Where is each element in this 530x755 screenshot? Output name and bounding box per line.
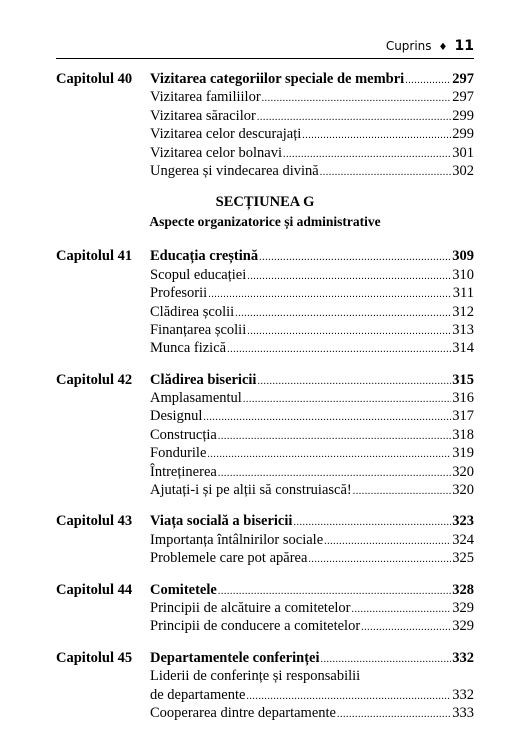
entry-title: Vizitarea săracilor	[150, 107, 256, 124]
entry-page: 313	[452, 321, 474, 338]
toc-entry-row	[56, 481, 474, 499]
toc-entry-row	[56, 389, 474, 407]
chapter-label: Capitolul 40	[56, 71, 133, 87]
toc-entry-row	[56, 599, 474, 617]
entry-title: Principii de conducere a comitetelor	[150, 618, 361, 635]
toc-entry-row	[56, 704, 474, 722]
dot-leader	[243, 391, 451, 409]
page-number: 11	[454, 38, 474, 54]
chapter-title: Educația creștină	[150, 248, 259, 265]
dot-leader	[337, 706, 451, 724]
chapter-label: Capitolul 42	[56, 371, 133, 388]
entry-title-continuation: de departamente	[150, 686, 246, 703]
entry-page: 297	[452, 89, 474, 106]
entry-page: 310	[452, 266, 474, 283]
chapter-page: 297	[452, 71, 474, 87]
dot-leader	[324, 533, 451, 551]
toc-entry-row	[56, 88, 474, 106]
chapters-after-section	[56, 247, 474, 722]
toc-chapter	[56, 70, 474, 180]
dot-leader	[262, 90, 452, 108]
chapter-title: Viața socială a bisericii	[150, 513, 293, 530]
entry-page: 324	[452, 531, 474, 548]
dot-leader	[361, 619, 451, 637]
entry-page: 299	[452, 107, 474, 124]
entry-page: 299	[452, 126, 474, 143]
entry-title: Vizitarea familiilor	[150, 89, 261, 106]
dot-leader	[259, 249, 451, 267]
chapter-page: 332	[452, 649, 474, 666]
toc-entry-row	[56, 531, 474, 549]
entry-page: 316	[452, 390, 474, 407]
entry-title: Cooperarea dintre departamente	[150, 704, 336, 721]
entry-title: Finanțarea școlii	[150, 321, 247, 338]
dot-leader	[203, 409, 451, 427]
entry-title: Scopul educației	[150, 266, 247, 283]
toc-entry-row	[56, 549, 474, 567]
toc-entry-row	[56, 125, 474, 143]
entry-title: Clădirea școlii	[150, 303, 235, 320]
toc-entry-row	[56, 321, 474, 339]
entry-title: Profesorii	[150, 285, 208, 302]
entry-title: Munca fizică	[150, 340, 227, 357]
toc-chapter	[56, 512, 474, 567]
entry-page: 301	[452, 144, 474, 161]
toc-entry-row	[56, 303, 474, 321]
dot-leader	[302, 127, 451, 145]
entry-title: Întreținerea	[150, 463, 217, 480]
dot-leader	[320, 164, 452, 182]
toc-entry-row	[56, 686, 474, 704]
entry-page: 333	[452, 704, 474, 721]
entry-title: Fondurile	[150, 445, 207, 462]
toc-entry-row	[56, 444, 474, 462]
dot-leader	[218, 428, 451, 446]
dot-leader	[352, 601, 452, 619]
chapter-title: Clădirea bisericii	[150, 371, 257, 388]
chapter-row	[56, 512, 474, 530]
toc-entry-row	[56, 144, 474, 162]
entry-page: 329	[452, 599, 474, 616]
dot-leader	[207, 446, 451, 464]
dot-leader	[353, 483, 452, 501]
running-head-title: Cuprins	[385, 39, 432, 53]
chapter-label: Capitolul 45	[56, 649, 133, 666]
chapter-title: Departamentele conferinței	[150, 649, 320, 666]
toc-entry-row	[56, 284, 474, 302]
chapter-page: 309	[452, 248, 474, 265]
entry-page: 329	[452, 618, 474, 635]
header-rule	[56, 58, 474, 59]
entry-page: 318	[452, 426, 474, 443]
toc-chapter	[56, 247, 474, 357]
entry-page: 320	[452, 463, 474, 480]
chapter-page: 323	[452, 513, 474, 530]
dot-leader	[227, 341, 451, 359]
entry-page: 332	[452, 686, 474, 703]
chapter-row	[56, 649, 474, 667]
dot-leader	[235, 305, 451, 323]
entry-title: Vizitarea celor bolnavi	[150, 144, 282, 161]
toc-chapter	[56, 649, 474, 723]
section-heading	[56, 193, 474, 231]
chapter-row	[56, 247, 474, 265]
table-of-contents	[56, 70, 474, 735]
toc-entry-row	[56, 617, 474, 635]
dot-leader	[257, 373, 451, 391]
toc-entry-row	[56, 407, 474, 425]
entry-page: 314	[452, 340, 474, 357]
toc-entry-row	[56, 266, 474, 284]
entry-page: 319	[452, 445, 474, 462]
dot-leader	[308, 551, 451, 569]
entry-title: Vizitarea celor descurajați	[150, 126, 302, 143]
toc-entry-row	[56, 426, 474, 444]
dot-leader	[247, 323, 451, 341]
chapter-row	[56, 581, 474, 599]
toc-entry-row	[56, 667, 474, 685]
running-head	[386, 38, 474, 54]
entry-title: Problemele care pot apărea	[150, 550, 308, 567]
chapter-label: Capitolul 44	[56, 581, 133, 598]
entry-title: Importanța întâlnirilor sociale	[150, 531, 324, 548]
entry-title: Principii de alcătuire a comitetelor	[150, 599, 351, 616]
dot-leader	[405, 72, 451, 90]
toc-entry-row	[56, 162, 474, 180]
chapter-label: Capitolul 43	[56, 513, 133, 530]
dot-leader	[208, 286, 452, 304]
entry-title: Designul	[150, 408, 203, 425]
entry-title: Ungerea și vindecarea divină	[150, 162, 319, 179]
entry-title: Ajutați-i și pe alții să construiască!	[150, 482, 352, 499]
chapter-label: Capitolul 41	[56, 248, 133, 265]
entry-page: 312	[452, 303, 474, 320]
entry-page: 325	[452, 550, 474, 567]
chapter-row	[56, 70, 474, 88]
chapter-row	[56, 371, 474, 389]
entry-title: Liderii de conferințe și responsabilii	[150, 668, 361, 685]
chapter-page: 315	[452, 371, 474, 388]
section-description: Aspecte organizatorice și administrative	[149, 214, 381, 230]
toc-chapter	[56, 581, 474, 636]
chapter-page: 328	[452, 581, 474, 598]
chapter-title: Comitetele	[150, 581, 217, 598]
toc-entry-row	[56, 463, 474, 481]
entry-page: 317	[452, 408, 474, 425]
entry-page: 302	[452, 162, 474, 179]
dot-leader	[247, 268, 451, 286]
entry-page: 320	[452, 482, 474, 499]
toc-chapter	[56, 371, 474, 500]
chapter-title: Vizitarea categoriilor speciale de membri	[150, 71, 405, 87]
toc-entry-row	[56, 107, 474, 125]
toc-entry-row	[56, 339, 474, 357]
entry-title: Construcția	[150, 426, 217, 443]
chapters-before-section	[56, 70, 474, 180]
entry-title: Amplasamentul	[150, 390, 242, 407]
entry-page: 311	[452, 285, 474, 302]
diamond-icon: ♦	[438, 42, 448, 53]
section-name: SECȚIUNEA G	[215, 194, 315, 211]
